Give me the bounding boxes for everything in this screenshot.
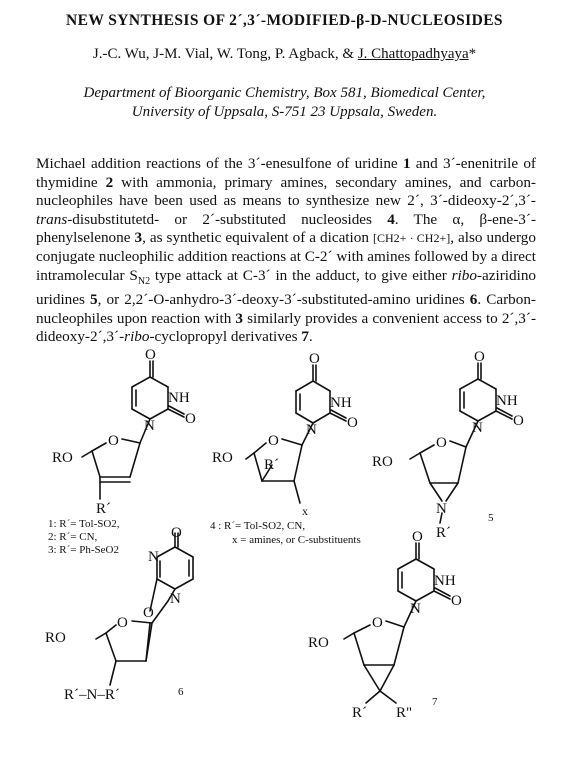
- abstract-italic: ribo: [124, 328, 150, 346]
- s6-amine: R´–N–R´: [64, 687, 120, 703]
- s4-legend-1: 4 : R´= Tol-SO2, CN,: [210, 520, 306, 532]
- abstract-text: , also undergo conjugate nucleophilic addition reactions at C-2´ with amines followed by a direct intramolecular S: [36, 229, 536, 284]
- compound-number: 1: [402, 155, 411, 172]
- s6-n1: N: [170, 591, 181, 607]
- s6-ro: RO: [45, 630, 66, 646]
- s1-legend-1: 1: R´= Tol-SO2,: [48, 518, 120, 530]
- compound-number: 7: [301, 328, 309, 346]
- affiliation: [0, 84, 569, 122]
- s5-o-ring: O: [436, 435, 447, 451]
- structure-4: [246, 365, 346, 503]
- paper-title: NEW SYNTHESIS OF 2´,3´-MODIFIED-β-D-NUCLEOSIDES: [66, 12, 503, 29]
- s7-nh: NH: [434, 573, 456, 589]
- s6-n-c3: N: [148, 549, 159, 565]
- abstract-text: -cyclopropyl derivatives: [149, 328, 302, 346]
- s6-number: 6: [178, 686, 184, 698]
- s1-n1: N: [144, 418, 155, 434]
- abstract-text: , or 2,2´-O-anhydro-3´-deoxy-3´-substituted-amino uridines: [97, 291, 470, 309]
- s5-r: R´: [436, 525, 451, 541]
- compound-number: 4: [387, 210, 395, 228]
- author-list: [0, 46, 569, 63]
- abstract-text: -disubstitutetd- or 2´-substituted nucleosides: [67, 210, 388, 228]
- s5-n-az: N: [436, 501, 447, 517]
- compound-number: 3: [134, 229, 143, 247]
- sn2-subscript: N2: [137, 275, 151, 287]
- structure-1: [82, 361, 184, 499]
- abstract-text: and 3´-enenitrile of thymidine: [36, 155, 536, 191]
- asterisk: *: [468, 46, 477, 62]
- authors-text: J.-C. Wu, J-M. Vial, W. Tong, P. Agback, &: [92, 46, 358, 62]
- s5-nh: NH: [496, 393, 518, 409]
- s6-o-bridge: O: [143, 605, 154, 621]
- abstract-text: . The α, β-ene-3´-phenylselenone: [36, 210, 537, 247]
- abstract: [36, 155, 536, 347]
- s1-r: R´: [96, 501, 111, 517]
- abstract-text: type attack at C-3´ in the adduct, to give either: [150, 266, 452, 284]
- s1-o-c4: O: [145, 347, 156, 363]
- s1-legend-2: 2: R´= CN,: [48, 531, 98, 543]
- s4-x: x: [302, 504, 308, 518]
- affiliation-line-2: University of Uppsala, S-751 23 Uppsala, Sweden.: [131, 104, 438, 120]
- s7-ro: RO: [308, 635, 329, 651]
- s6-o-c4: O: [171, 525, 182, 541]
- abstract-text: .: [308, 328, 313, 346]
- s7-o-c2: O: [451, 593, 462, 609]
- dication-formula: [CH2+ · CH2+]: [372, 231, 451, 246]
- s5-n1: N: [472, 420, 483, 436]
- s4-r: R´: [264, 457, 279, 473]
- abstract-italic: ribo: [451, 266, 477, 284]
- abstract-italic: trans: [36, 210, 68, 228]
- corresponding-author: J. Chattopadhyaya: [357, 46, 469, 62]
- s4-ro: RO: [212, 450, 233, 466]
- s5-o-c4: O: [474, 349, 485, 365]
- s4-legend-2: x = amines, or C-substituents: [232, 534, 361, 546]
- s4-o-c4: O: [309, 351, 320, 367]
- s1-legend-3: 3: R´= Ph-SeO2: [48, 544, 119, 556]
- s5-number: 5: [488, 512, 494, 524]
- s7-n1: N: [410, 601, 421, 617]
- s1-nh: NH: [168, 390, 190, 406]
- structures-figure: [0, 347, 569, 765]
- s4-nh: NH: [330, 395, 352, 411]
- structure-5: [410, 363, 512, 523]
- abstract-text: . Carbon-nucleophiles upon reaction with: [36, 291, 536, 327]
- compound-number: 3: [235, 309, 243, 327]
- abstract-text: with ammonia, primary amines, secondary amines, and carbon-nucleophiles have been used as means to synthesize new 2´, 3´-dideoxy-2´,3´-: [36, 173, 536, 210]
- s6-o-ring: O: [117, 615, 128, 631]
- s7-o-c4: O: [412, 529, 423, 545]
- structure-7: [344, 543, 450, 703]
- abstract-text: , as synthetic equivalent of a dication: [142, 229, 373, 247]
- s1-o-ring: O: [108, 433, 119, 449]
- s4-o-c2: O: [347, 415, 358, 431]
- affiliation-line-1: Department of Bioorganic Chemistry, Box 581, Biomedical Center,: [83, 85, 486, 101]
- s1-ro: RO: [52, 450, 73, 466]
- compound-number: 6: [469, 291, 478, 309]
- compound-number: 5: [90, 291, 98, 309]
- abstract-text: -aziridino uridines: [36, 266, 537, 309]
- s5-o-c2: O: [513, 413, 524, 429]
- s4-o-ring: O: [268, 433, 279, 449]
- s1-o-c2: O: [185, 411, 196, 427]
- s7-number: 7: [432, 696, 438, 708]
- abstract-text: similarly provides a convenient access to 2´,3´-dideoxy-2´,3´-: [36, 309, 536, 346]
- s4-n1: N: [306, 422, 317, 438]
- compound-number: 2: [105, 173, 114, 191]
- s7-r1: R´: [352, 705, 367, 721]
- abstract-text: Michael addition reactions of the 3´-enesulfone of uridine: [36, 155, 403, 172]
- s7-o-ring: O: [372, 615, 383, 631]
- s5-ro: RO: [372, 454, 393, 470]
- s7-r2: R": [396, 705, 413, 721]
